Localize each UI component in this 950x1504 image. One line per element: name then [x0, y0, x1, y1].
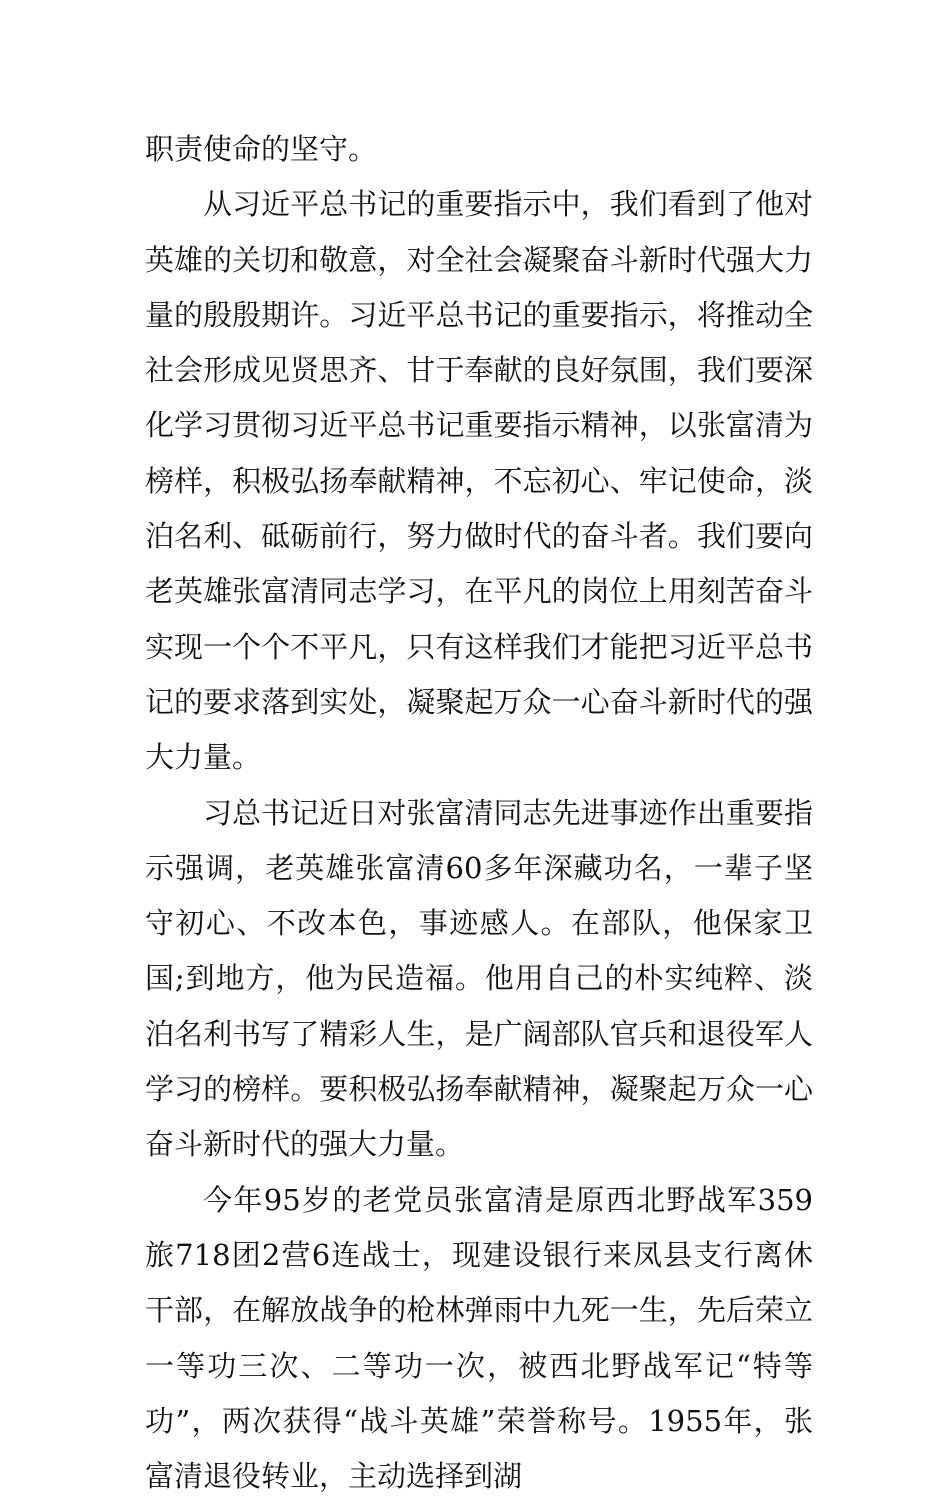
paragraph-instructions-summary: 习总书记近日对张富清同志先进事迹作出重要指示强调，老英雄张富清60多年深藏功名，一辈子坚守初心、不改本色，事迹感人。在部队，他保家卫国;到地方，他为民造福。他用自己的朴实纯粹、淡泊名利书写了精彩人生，是广阔部队官兵和退役军人学习的榜样。要积极弘扬奉献精神，凝聚起万众一心奋斗新时代的强大力量。 — [145, 795, 813, 1162]
paragraph-continuation: 职责使命的坚守。 — [145, 132, 378, 166]
article-body — [145, 122, 813, 1504]
paragraph-instructions-significance: 从习近平总书记的重要指示中，我们看到了他对英雄的关切和敬意，对全社会凝聚奋斗新时代强大力量的殷殷期许。习近平总书记的重要指示，将推动全社会形成见贤思齐、甘于奉献的良好氛围，我们要深化学习贯彻习近平总书记重要指示精神，以张富清为榜样，积极弘扬奉献精神，不忘初心、牢记使命，淡泊名利、砥砺前行，努力做时代的奋斗者。我们要向老英雄张富清同志学习，在平凡的岗位上用刻苦奋斗实现一个个不平凡，只有这样我们才能把习近平总书记的要求落到实处，凝聚起万众一心奋斗新时代的强大力量。 — [145, 187, 813, 775]
paragraph-biography: 今年95岁的老党员张富清是原西北野战军359旅718团2营6连战士，现建设银行来凤县支行离休干部，在解放战争的枪林弹雨中九死一生，先后荣立一等功三次、二等功一次，被西北野战军记“特等功”，两次获得“战斗英雄”荣誉称号。1955年，张富清退役转业，主动选择到湖 — [145, 1182, 813, 1494]
